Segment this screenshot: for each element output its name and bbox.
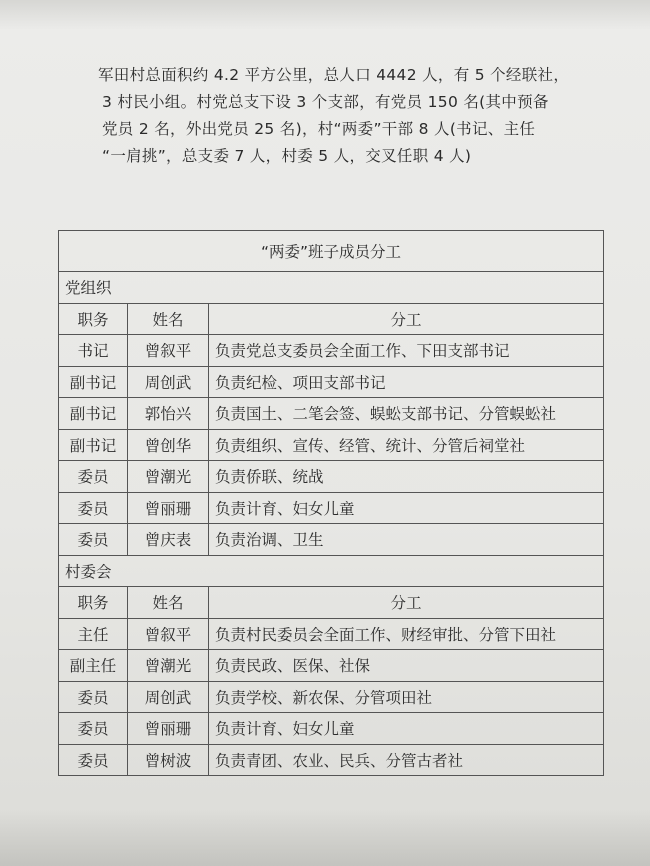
duty-cell: 负责青团、农业、民兵、分管古者社 (209, 744, 604, 776)
header-name: 姓名 (128, 587, 209, 619)
header-name: 姓名 (128, 303, 209, 335)
intro-line: 党员 2 名，外出党员 25 名)，村“两委”干部 8 人(书记、主任 (102, 120, 536, 138)
header-row (59, 303, 604, 335)
table-row (59, 398, 604, 430)
name-cell: 曾创华 (128, 429, 209, 461)
role-cell: 委员 (59, 492, 128, 524)
duty-cell: 负责党总支委员会全面工作、下田支部书记 (209, 335, 604, 367)
table-row (59, 461, 604, 493)
duty-cell: 负责计育、妇女儿童 (209, 713, 604, 745)
name-cell: 郭怡兴 (128, 398, 209, 430)
role-cell: 主任 (59, 618, 128, 650)
name-cell: 曾潮光 (128, 461, 209, 493)
duty-cell: 负责国土、二笔会签、蜈蚣支部书记、分管蜈蚣社 (209, 398, 604, 430)
header-role: 职务 (59, 303, 128, 335)
duty-cell: 负责学校、新农保、分管项田社 (209, 681, 604, 713)
role-cell: 委员 (59, 744, 128, 776)
duty-cell: 负责计育、妇女儿童 (209, 492, 604, 524)
name-cell: 曾丽珊 (128, 492, 209, 524)
duty-cell: 负责民政、医保、社保 (209, 650, 604, 682)
name-cell: 曾叙平 (128, 335, 209, 367)
role-cell: 书记 (59, 335, 128, 367)
table-title: “两委”班子成员分工 (59, 231, 604, 272)
photo-shadow-bottom (0, 810, 650, 866)
intro-paragraph (98, 62, 598, 170)
section-label-village: 村委会 (59, 555, 604, 587)
header-row (59, 587, 604, 619)
table-row (59, 492, 604, 524)
name-cell: 曾丽珊 (128, 713, 209, 745)
duty-cell: 负责侨联、统战 (209, 461, 604, 493)
name-cell: 曾叙平 (128, 618, 209, 650)
photo-shadow-top (0, 0, 650, 30)
table-row (59, 713, 604, 745)
section-row (59, 272, 604, 304)
table-row (59, 744, 604, 776)
role-cell: 副书记 (59, 366, 128, 398)
intro-line: 军田村总面积约 4.2 平方公里，总人口 4442 人，有 5 个经联社， (98, 66, 570, 84)
role-cell: 委员 (59, 524, 128, 556)
name-cell: 曾庆表 (128, 524, 209, 556)
table-body (59, 231, 604, 776)
role-cell: 委员 (59, 713, 128, 745)
name-cell: 周创武 (128, 366, 209, 398)
table-row (59, 335, 604, 367)
intro-line: “一肩挑”，总支委 7 人，村委 5 人，交叉任职 4 人) (102, 147, 472, 165)
table-row (59, 618, 604, 650)
name-cell: 曾潮光 (128, 650, 209, 682)
table-row (59, 650, 604, 682)
role-cell: 副书记 (59, 429, 128, 461)
intro-line: 3 村民小组。村党总支下设 3 个支部，有党员 150 名(其中预备 (102, 93, 549, 111)
header-duty: 分工 (209, 587, 604, 619)
name-cell: 曾树波 (128, 744, 209, 776)
table-row (59, 429, 604, 461)
header-role: 职务 (59, 587, 128, 619)
role-cell: 副书记 (59, 398, 128, 430)
table-row (59, 681, 604, 713)
role-cell: 委员 (59, 681, 128, 713)
duty-cell: 负责纪检、项田支部书记 (209, 366, 604, 398)
role-cell: 委员 (59, 461, 128, 493)
table-title-row (59, 231, 604, 272)
duty-cell: 负责村民委员会全面工作、财经审批、分管下田社 (209, 618, 604, 650)
duty-cell: 负责治调、卫生 (209, 524, 604, 556)
committee-duty-table (58, 230, 604, 776)
header-duty: 分工 (209, 303, 604, 335)
name-cell: 周创武 (128, 681, 209, 713)
section-row (59, 555, 604, 587)
duty-cell: 负责组织、宣传、经管、统计、分管后祠堂社 (209, 429, 604, 461)
role-cell: 副主任 (59, 650, 128, 682)
table-row (59, 366, 604, 398)
table-row (59, 524, 604, 556)
section-label-party: 党组织 (59, 272, 604, 304)
